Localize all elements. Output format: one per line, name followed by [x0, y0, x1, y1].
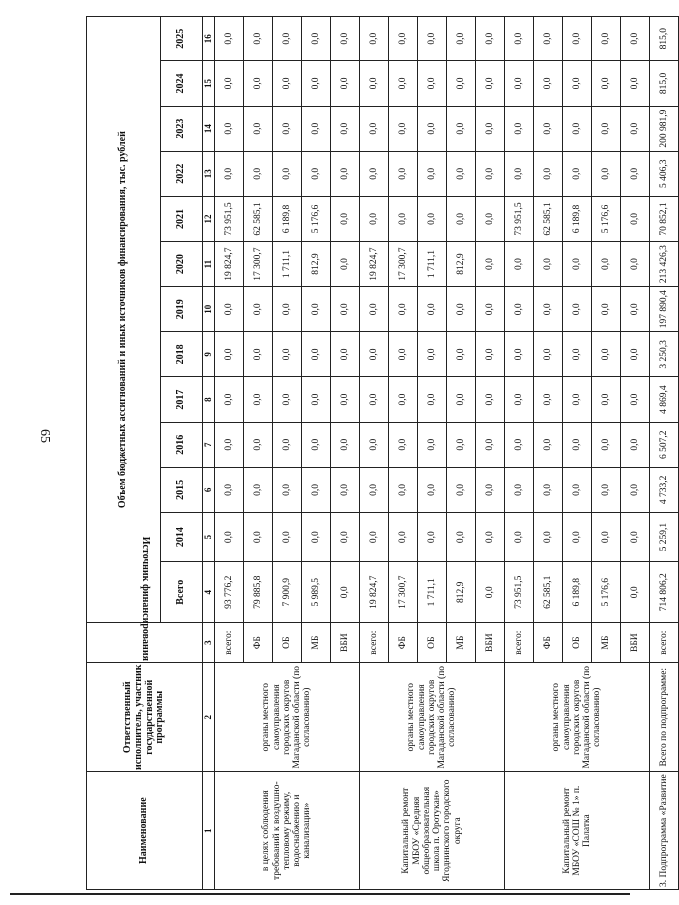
column-number: 15 — [203, 61, 215, 106]
row-value: 0,0 — [476, 332, 505, 377]
row-value: 0,0 — [505, 332, 534, 377]
row-value: 0,0 — [360, 196, 389, 241]
row-value: 79 885,8 — [244, 562, 273, 623]
row-value: 0,0 — [215, 422, 244, 467]
row-value: 0,0 — [360, 287, 389, 332]
row-value: 0,0 — [592, 151, 621, 196]
row-value: 0,0 — [331, 562, 360, 623]
row-value: 0,0 — [215, 106, 244, 151]
row-value: 0,0 — [476, 151, 505, 196]
row-value: 0,0 — [592, 61, 621, 106]
row-value: 0,0 — [563, 151, 592, 196]
header-year-2015: 2015 — [161, 467, 203, 512]
row-value: 0,0 — [447, 61, 476, 106]
row-responsible: органы местного самоуправления городских округов Магаданской области (по согласованию) — [360, 663, 505, 772]
row-value: 0,0 — [563, 61, 592, 106]
row-value: 0,0 — [331, 61, 360, 106]
row-value: 0,0 — [360, 467, 389, 512]
row-value: 0,0 — [592, 332, 621, 377]
row-value: 62 585,1 — [534, 196, 563, 241]
row-source: всего: — [360, 623, 389, 663]
row-responsible: органы местного самоуправления городских округов Магаданской области (по согласованию) — [505, 663, 650, 772]
row-source: ВБИ — [331, 623, 360, 663]
row-source: ФБ — [244, 623, 273, 663]
row-value: 0,0 — [447, 151, 476, 196]
row-value: 0,0 — [505, 512, 534, 561]
row-value: 0,0 — [418, 17, 447, 61]
row-value: 0,0 — [389, 287, 418, 332]
header-year-2025: 2025 — [161, 17, 203, 61]
row-value: 812,9 — [447, 562, 476, 623]
row-value: 0,0 — [302, 512, 331, 561]
row-source: ФБ — [534, 623, 563, 663]
row-value: 0,0 — [534, 377, 563, 422]
row-value: 0,0 — [476, 287, 505, 332]
row-value: 0,0 — [592, 467, 621, 512]
row-value: 0,0 — [592, 287, 621, 332]
header-year-2020: 2020 — [161, 242, 203, 287]
row-value: 0,0 — [476, 106, 505, 151]
row-name: 3. Подпрограмма «Развитие — [650, 772, 679, 890]
row-value: 0,0 — [389, 467, 418, 512]
row-value: 0,0 — [592, 17, 621, 61]
row-value: 93 776,2 — [215, 562, 244, 623]
row-value: 0,0 — [592, 106, 621, 151]
row-value: 0,0 — [418, 332, 447, 377]
row-value: 0,0 — [476, 467, 505, 512]
row-value: 0,0 — [244, 422, 273, 467]
header-year-2024: 2024 — [161, 61, 203, 106]
row-source: всего: — [650, 623, 679, 663]
row-source: ВБИ — [621, 623, 650, 663]
header-year-2016: 2016 — [161, 422, 203, 467]
row-source: ОБ — [418, 623, 447, 663]
row-value: 0,0 — [621, 467, 650, 512]
row-value: 0,0 — [534, 332, 563, 377]
row-value: 0,0 — [505, 467, 534, 512]
row-value: 0,0 — [418, 106, 447, 151]
column-number: 8 — [203, 377, 215, 422]
row-value: 1 711,1 — [418, 242, 447, 287]
column-number: 3 — [203, 623, 215, 663]
row-value: 0,0 — [534, 151, 563, 196]
row-value: 0,0 — [302, 377, 331, 422]
row-name: Капитальный ремонт МБОУ «СОШ № 1» п. Палатка — [505, 772, 650, 890]
row-value: 0,0 — [621, 377, 650, 422]
row-value: 0,0 — [418, 422, 447, 467]
column-number: 4 — [203, 562, 215, 623]
row-responsible: Всего по подпрограмме: — [650, 663, 679, 772]
row-value: 0,0 — [215, 377, 244, 422]
row-value: 0,0 — [476, 512, 505, 561]
row-value: 6 189,8 — [563, 562, 592, 623]
row-value: 0,0 — [331, 242, 360, 287]
row-value: 0,0 — [244, 377, 273, 422]
header-year-2018: 2018 — [161, 332, 203, 377]
row-value: 0,0 — [215, 332, 244, 377]
row-value: 0,0 — [505, 61, 534, 106]
table-row — [360, 17, 389, 890]
row-value: 0,0 — [563, 332, 592, 377]
row-value: 0,0 — [621, 287, 650, 332]
row-value: 0,0 — [505, 422, 534, 467]
row-value: 0,0 — [244, 512, 273, 561]
row-value: 0,0 — [418, 61, 447, 106]
row-value: 0,0 — [534, 422, 563, 467]
row-value: 0,0 — [302, 151, 331, 196]
column-number: 9 — [203, 332, 215, 377]
row-value: 0,0 — [563, 242, 592, 287]
row-value: 7 900,9 — [273, 562, 302, 623]
row-value: 0,0 — [331, 151, 360, 196]
row-value: 0,0 — [273, 61, 302, 106]
row-value: 0,0 — [244, 106, 273, 151]
row-value: 0,0 — [563, 377, 592, 422]
row-value: 0,0 — [273, 512, 302, 561]
row-value: 0,0 — [273, 467, 302, 512]
row-source: МБ — [592, 623, 621, 663]
row-value: 0,0 — [447, 287, 476, 332]
row-source: всего: — [215, 623, 244, 663]
row-value: 0,0 — [621, 17, 650, 61]
row-value: 0,0 — [563, 106, 592, 151]
row-value: 0,0 — [621, 512, 650, 561]
row-value: 6 189,8 — [273, 196, 302, 241]
row-value: 0,0 — [302, 287, 331, 332]
row-value: 0,0 — [360, 332, 389, 377]
row-value: 5 176,6 — [592, 562, 621, 623]
row-value: 0,0 — [215, 467, 244, 512]
row-value: 0,0 — [505, 106, 534, 151]
row-value: 0,0 — [360, 422, 389, 467]
row-value: 0,0 — [215, 61, 244, 106]
row-value: 0,0 — [273, 332, 302, 377]
row-responsible: органы местного самоуправления городских округов Магаданской области (по согласованию) — [215, 663, 360, 772]
row-value: 0,0 — [447, 106, 476, 151]
header-name: Наименование — [87, 772, 203, 890]
row-value: 200 981,9 — [650, 106, 679, 151]
row-value: 0,0 — [215, 512, 244, 561]
rotated-table-container — [86, 16, 669, 890]
row-value: 0,0 — [302, 106, 331, 151]
row-value: 0,0 — [447, 332, 476, 377]
column-number: 12 — [203, 196, 215, 241]
row-value: 19 824,7 — [360, 242, 389, 287]
row-source: ОБ — [563, 623, 592, 663]
row-value: 0,0 — [331, 17, 360, 61]
row-value: 0,0 — [505, 151, 534, 196]
row-value: 0,0 — [505, 377, 534, 422]
row-value: 0,0 — [476, 377, 505, 422]
header-year-2019: 2019 — [161, 287, 203, 332]
row-value: 0,0 — [360, 377, 389, 422]
row-value: 0,0 — [331, 422, 360, 467]
row-value: 0,0 — [331, 106, 360, 151]
row-value: 0,0 — [534, 242, 563, 287]
header-year-2021: 2021 — [161, 196, 203, 241]
row-name: в целях соблюдения требований к воздушно-тепловому режиму, водоснабжению и канализации» — [215, 772, 360, 890]
row-value: 0,0 — [418, 377, 447, 422]
row-value: 0,0 — [389, 512, 418, 561]
column-number: 7 — [203, 422, 215, 467]
row-value: 0,0 — [476, 61, 505, 106]
header-year-2023: 2023 — [161, 106, 203, 151]
row-value: 0,0 — [563, 287, 592, 332]
row-value: 17 300,7 — [389, 562, 418, 623]
page-number: 65 — [37, 429, 52, 443]
row-value: 0,0 — [592, 512, 621, 561]
header-responsible: Ответственный исполнитель, участник государственной программы — [87, 663, 203, 772]
row-value: 0,0 — [621, 242, 650, 287]
column-number: 2 — [203, 663, 215, 772]
row-value: 0,0 — [476, 562, 505, 623]
column-number: 14 — [203, 106, 215, 151]
row-value: 5 176,6 — [302, 196, 331, 241]
table-row — [650, 17, 679, 890]
row-value: 0,0 — [302, 332, 331, 377]
column-number: 11 — [203, 242, 215, 287]
row-value: 4 869,4 — [650, 377, 679, 422]
row-value: 0,0 — [418, 287, 447, 332]
row-value: 0,0 — [273, 151, 302, 196]
row-value: 0,0 — [331, 332, 360, 377]
row-value: 6 507,2 — [650, 422, 679, 467]
row-value: 5 176,6 — [592, 196, 621, 241]
row-value: 0,0 — [360, 61, 389, 106]
row-value: 17 300,7 — [389, 242, 418, 287]
row-value: 0,0 — [389, 196, 418, 241]
row-value: 0,0 — [244, 17, 273, 61]
column-number: 5 — [203, 512, 215, 561]
header-total: Всего — [161, 562, 203, 623]
row-value: 0,0 — [360, 151, 389, 196]
row-value: 0,0 — [331, 287, 360, 332]
row-value: 0,0 — [418, 467, 447, 512]
row-source: ФБ — [389, 623, 418, 663]
row-name: Капитальный ремонт МБОУ «Средняя общеобразовательная школа п. Оротукан» Ягоднинского городского округа — [360, 772, 505, 890]
row-value: 0,0 — [273, 377, 302, 422]
row-value: 0,0 — [389, 332, 418, 377]
row-value: 0,0 — [447, 512, 476, 561]
row-value: 0,0 — [244, 287, 273, 332]
row-source: ОБ — [273, 623, 302, 663]
row-value: 0,0 — [476, 17, 505, 61]
row-value: 0,0 — [592, 377, 621, 422]
row-value: 0,0 — [273, 17, 302, 61]
header-year-2014: 2014 — [161, 512, 203, 561]
row-value: 0,0 — [621, 61, 650, 106]
row-value: 0,0 — [534, 512, 563, 561]
row-value: 0,0 — [389, 106, 418, 151]
header-year-2017: 2017 — [161, 377, 203, 422]
row-value: 70 852,1 — [650, 196, 679, 241]
row-value: 0,0 — [244, 332, 273, 377]
row-value: 0,0 — [534, 106, 563, 151]
row-value: 19 824,7 — [215, 242, 244, 287]
row-value: 0,0 — [273, 287, 302, 332]
row-value: 0,0 — [302, 422, 331, 467]
row-value: 5 989,5 — [302, 562, 331, 623]
row-value: 815,0 — [650, 17, 679, 61]
row-source: МБ — [447, 623, 476, 663]
row-value: 5 406,3 — [650, 151, 679, 196]
row-value: 0,0 — [534, 17, 563, 61]
row-value: 0,0 — [360, 512, 389, 561]
column-number: 13 — [203, 151, 215, 196]
row-value: 0,0 — [215, 17, 244, 61]
row-value: 0,0 — [563, 422, 592, 467]
row-value: 0,0 — [418, 512, 447, 561]
row-value: 0,0 — [331, 377, 360, 422]
row-value: 0,0 — [244, 467, 273, 512]
row-value: 714 806,2 — [650, 562, 679, 623]
row-value: 1 711,1 — [273, 242, 302, 287]
row-value: 0,0 — [389, 61, 418, 106]
row-value: 73 951,5 — [505, 196, 534, 241]
row-value: 0,0 — [447, 467, 476, 512]
row-value: 0,0 — [447, 196, 476, 241]
row-value: 3 250,3 — [650, 332, 679, 377]
row-value: 0,0 — [621, 332, 650, 377]
row-source: МБ — [302, 623, 331, 663]
financing-table — [86, 16, 679, 890]
column-number: 10 — [203, 287, 215, 332]
row-value: 0,0 — [331, 467, 360, 512]
row-value: 213 426,3 — [650, 242, 679, 287]
row-value: 0,0 — [360, 17, 389, 61]
row-value: 812,9 — [302, 242, 331, 287]
row-value: 62 585,1 — [244, 196, 273, 241]
row-value: 0,0 — [273, 106, 302, 151]
row-value: 17 300,7 — [244, 242, 273, 287]
row-value: 0,0 — [389, 422, 418, 467]
row-value: 0,0 — [215, 151, 244, 196]
row-value: 73 951,5 — [215, 196, 244, 241]
row-value: 0,0 — [389, 17, 418, 61]
row-value: 0,0 — [505, 287, 534, 332]
row-value: 815,0 — [650, 61, 679, 106]
row-value: 0,0 — [621, 422, 650, 467]
row-value: 0,0 — [476, 196, 505, 241]
row-value: 0,0 — [476, 422, 505, 467]
row-value: 1 711,1 — [418, 562, 447, 623]
row-value: 0,0 — [302, 17, 331, 61]
row-value: 0,0 — [621, 196, 650, 241]
row-value: 0,0 — [563, 512, 592, 561]
row-value: 4 733,2 — [650, 467, 679, 512]
row-value: 19 824,7 — [360, 562, 389, 623]
row-value: 0,0 — [360, 106, 389, 151]
row-value: 0,0 — [476, 242, 505, 287]
row-value: 6 189,8 — [563, 196, 592, 241]
row-value: 0,0 — [447, 17, 476, 61]
row-value: 0,0 — [534, 467, 563, 512]
row-value: 0,0 — [273, 422, 302, 467]
row-value: 0,0 — [621, 151, 650, 196]
header-year-2022: 2022 — [161, 151, 203, 196]
row-value: 0,0 — [505, 17, 534, 61]
row-value: 0,0 — [418, 196, 447, 241]
row-value: 812,9 — [447, 242, 476, 287]
row-value: 197 890,4 — [650, 287, 679, 332]
column-number: 6 — [203, 467, 215, 512]
row-value: 0,0 — [215, 287, 244, 332]
row-value: 0,0 — [592, 422, 621, 467]
row-value: 0,0 — [389, 151, 418, 196]
row-value: 0,0 — [534, 61, 563, 106]
row-value: 0,0 — [592, 242, 621, 287]
table-row — [505, 17, 534, 890]
row-value: 73 951,5 — [505, 562, 534, 623]
header-source-text: Источник финансирования — [139, 536, 151, 662]
row-value: 0,0 — [505, 242, 534, 287]
row-value: 0,0 — [447, 377, 476, 422]
table-row — [215, 17, 244, 890]
header-volume: Объем бюджетных ассигнований и иных источников финансирования, тыс. рублей — [87, 17, 161, 623]
row-source: всего: — [505, 623, 534, 663]
row-value: 0,0 — [331, 512, 360, 561]
row-value: 0,0 — [534, 287, 563, 332]
bottom-rule — [10, 893, 630, 895]
row-value: 0,0 — [621, 562, 650, 623]
column-number: 1 — [203, 772, 215, 890]
row-value: 0,0 — [563, 17, 592, 61]
row-value: 0,0 — [418, 151, 447, 196]
row-value: 0,0 — [302, 467, 331, 512]
row-value: 0,0 — [244, 151, 273, 196]
row-value: 5 259,1 — [650, 512, 679, 561]
row-value: 0,0 — [563, 467, 592, 512]
row-value: 0,0 — [447, 422, 476, 467]
row-value: 0,0 — [331, 196, 360, 241]
row-value: 0,0 — [621, 106, 650, 151]
row-value: 62 585,1 — [534, 562, 563, 623]
row-source: ВБИ — [476, 623, 505, 663]
row-value: 0,0 — [302, 61, 331, 106]
column-number: 16 — [203, 17, 215, 61]
row-value: 0,0 — [244, 61, 273, 106]
row-value: 0,0 — [389, 377, 418, 422]
